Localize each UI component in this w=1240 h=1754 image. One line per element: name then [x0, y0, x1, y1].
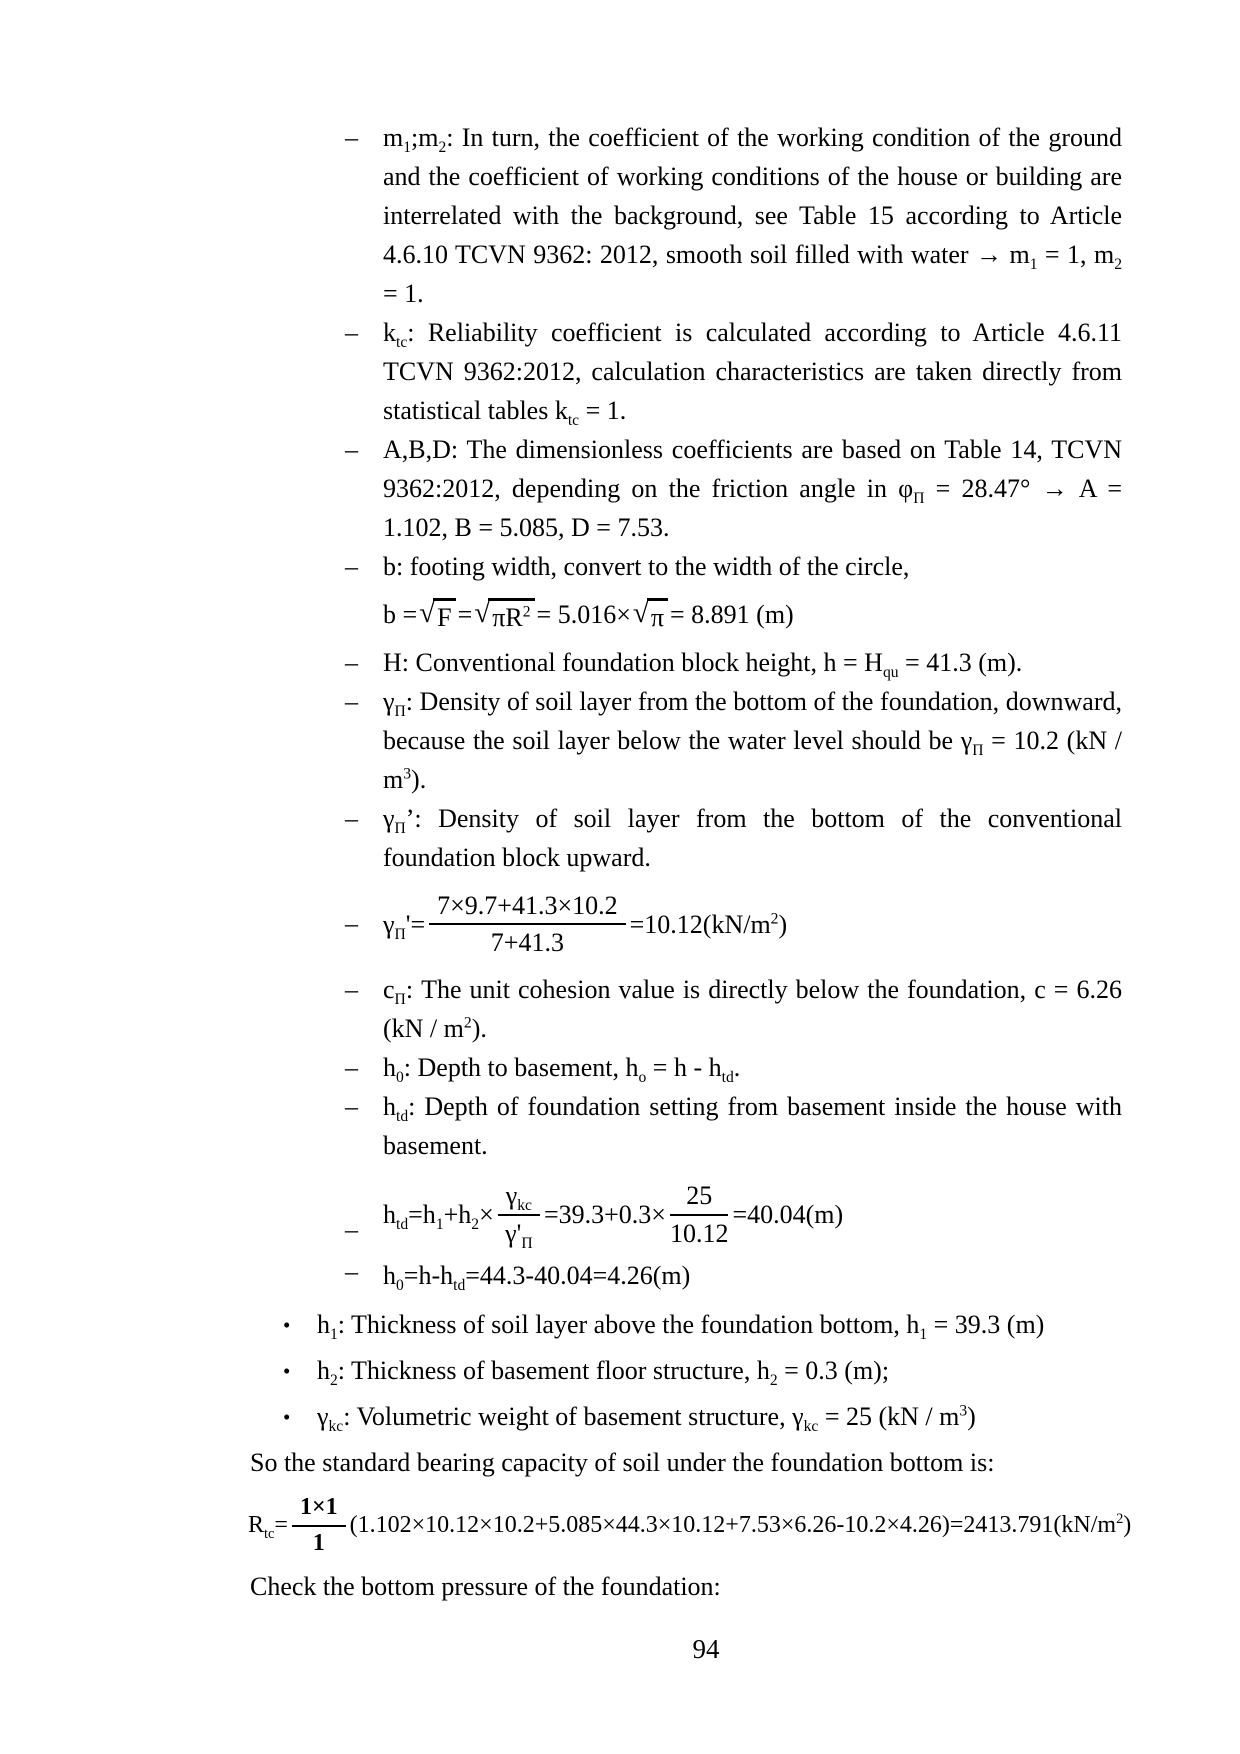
formula-h0-line: $h_0=h-h_{td}=44.3-40.04=4.26(m)$: [383, 1261, 691, 1295]
radical-icon: √: [632, 597, 649, 629]
bullet-c-text: $c_\Pi$: The unit cohesion value is directly below the foundation, c = 6.26 $(kN / m^2)$.: [383, 975, 1122, 1044]
bullet-abd-text: A,B,D: The dimensionless coefficients are based on Table 14, TCVN 9362:2012, depending on the friction angle in $\varphi_\Pi = 28.47^\circ \to A = 1.102$, B = 5.085, D = 7.53.: [383, 435, 1122, 542]
bullet-gkc-text: $\gamma_{kc}$: Volumetric weight of basement structure, $\gamma_{kc} = 25$ $(kN / m^3)$: [317, 1402, 976, 1436]
bullet-h0-text: $h_0$: Depth to basement, $h_o = h - h_{td}$.: [383, 1053, 741, 1087]
dash-bullet-icon: –: [345, 975, 358, 1005]
sqrt-piR2: √ $\pi R^2$: [474, 598, 534, 633]
sqrt-F: √ F: [419, 598, 455, 633]
dash-bullet-icon: –: [345, 647, 358, 677]
bullet-h2-text: $h_2$: Thickness of basement floor structure, $h_2 = 0.3$ (m);: [317, 1356, 890, 1390]
bullet-h0: [250, 1048, 1122, 1087]
dash-bullet-icon: –: [345, 1257, 358, 1287]
bullet-gkc: [250, 1397, 1122, 1436]
fraction: $\frac{1\times 1}{1}$: [292, 1494, 346, 1557]
formula-b-width: [250, 598, 1122, 633]
fraction: $\frac{\gamma_{kc}}{\gamma'_\Pi}$: [498, 1181, 540, 1249]
formula-gamma-rhs: $=10.12(kN/m^2)$: [629, 909, 788, 939]
bullet-gamma: [250, 682, 1122, 799]
bullet-gamma-text: $\gamma_\Pi$: Density of soil layer from the bottom of the foundation, downward, because the soil layer below the water level should be $\gamma_\Pi = 10.2$ $(kN / m^3)$.: [383, 686, 1122, 794]
bullet-H-text: H: Conventional foundation block height, $h = H_{qu} = 41.3$ (m).: [383, 647, 1023, 681]
bullet-b: [250, 547, 1122, 586]
dash-bullet-icon: –: [345, 803, 358, 833]
formula-b-lead: b =: [383, 600, 418, 630]
paragraph-bearing-capacity: So the standard bearing capacity of soil under the foundation bottom is:: [250, 1448, 995, 1478]
dash-bullet-icon: –: [345, 318, 358, 347]
formula-h0: [250, 1257, 1122, 1295]
bullet-m1m2: [250, 118, 1122, 313]
bullet-h1: [250, 1305, 1122, 1344]
bullet-gamma-prime-text: $\gamma_\Pi$’: Density of soil layer from the bottom of the conventional foundation block upward.: [383, 803, 1122, 872]
formula-htd-result: =40.04(m): [732, 1200, 844, 1230]
dash-bullet-icon: –: [345, 552, 358, 581]
formula-htd-lhs: $h_{td}=h_1+h_2\times$: [383, 1200, 494, 1234]
dash-bullet-icon: –: [345, 686, 358, 716]
dash-bullet-icon: –: [345, 909, 358, 939]
formula-gamma-lhs: $\gamma_\Pi'=$: [383, 909, 426, 943]
dash-bullet-icon: –: [345, 1053, 358, 1083]
formula-b-result: = 8.891 (m): [670, 600, 794, 630]
bullet-h1-text: $h_1$: Thickness of soil layer above the foundation bottom, $h_1 = 39.3$ (m): [317, 1310, 1045, 1344]
bullet-gamma-prime: [250, 799, 1122, 877]
dot-bullet-icon: •: [283, 1313, 291, 1338]
bullet-h2: [250, 1351, 1122, 1390]
bullet-m1m2-text: $m_1;m_2$: In turn, the coefficient of the working condition of the ground and the coefficient of working conditions of the house or building are interrelated with the background, see Table 15 according to Article 4.6.10 TCVN 9362: 2012, smooth soil filled with water → $m_1 = 1$, $m_2 = 1$.: [383, 123, 1123, 308]
formula-rtc: [248, 1494, 1132, 1557]
bullet-ktc-text: $k_{tc}$: Reliability coefficient is calculated according to Article 4.6.11 TCVN 9362:2012, calculation characteristics are taken directly from statistical tables $k_{tc} = 1$.: [383, 318, 1122, 430]
formula-htd: [250, 1181, 1122, 1253]
bullet-htd-text: $h_{td}$: Depth of foundation setting from basement inside the house with basement.: [383, 1092, 1122, 1161]
dash-bullet-icon: –: [345, 1215, 358, 1245]
page-content: [248, 118, 1132, 1608]
bullet-ktc: [250, 313, 1122, 430]
bullet-b-text: b: footing width, convert to the width of the circle,: [383, 552, 910, 581]
dash-bullet-icon: –: [345, 123, 358, 152]
bullet-htd: [250, 1087, 1122, 1165]
bullet-abd: [250, 430, 1122, 547]
formula-htd-mid: =39.3+0.3×: [543, 1200, 666, 1230]
formula-rtc-rhs: $(1.102\times 10.12\times 10.2+5.085\times 44.3\times 10.12+7.53\times 6.26-10.2\times 4.26)=2413.791(kN/m^2)$: [349, 1510, 1132, 1538]
dash-bullet-icon: –: [345, 1092, 358, 1122]
bullet-c: [250, 970, 1122, 1048]
paragraph-check-pressure: Check the bottom pressure of the foundation:: [250, 1572, 721, 1602]
formula-gamma-prime: [250, 891, 1122, 959]
bullet-H: [250, 643, 1122, 682]
formula-b-eq1: =: [457, 600, 473, 630]
dash-bullet-icon: –: [345, 435, 358, 464]
formula-b-eq2: = 5.016×: [536, 600, 631, 630]
page-number: 94: [692, 1634, 720, 1664]
radical-icon: √: [474, 597, 491, 629]
fraction: $\frac{25}{10.12}$: [669, 1181, 729, 1249]
radical-icon: √: [419, 597, 436, 629]
sqrt-pi: √ π: [633, 598, 668, 633]
formula-rtc-lhs: $R_{tc}=$: [248, 1511, 288, 1542]
dot-bullet-icon: •: [283, 1359, 291, 1384]
fraction: $\frac{7\times 9.7+41.3\times 10.2}{7+41.3}$: [429, 891, 626, 959]
dot-bullet-icon: •: [283, 1405, 291, 1430]
